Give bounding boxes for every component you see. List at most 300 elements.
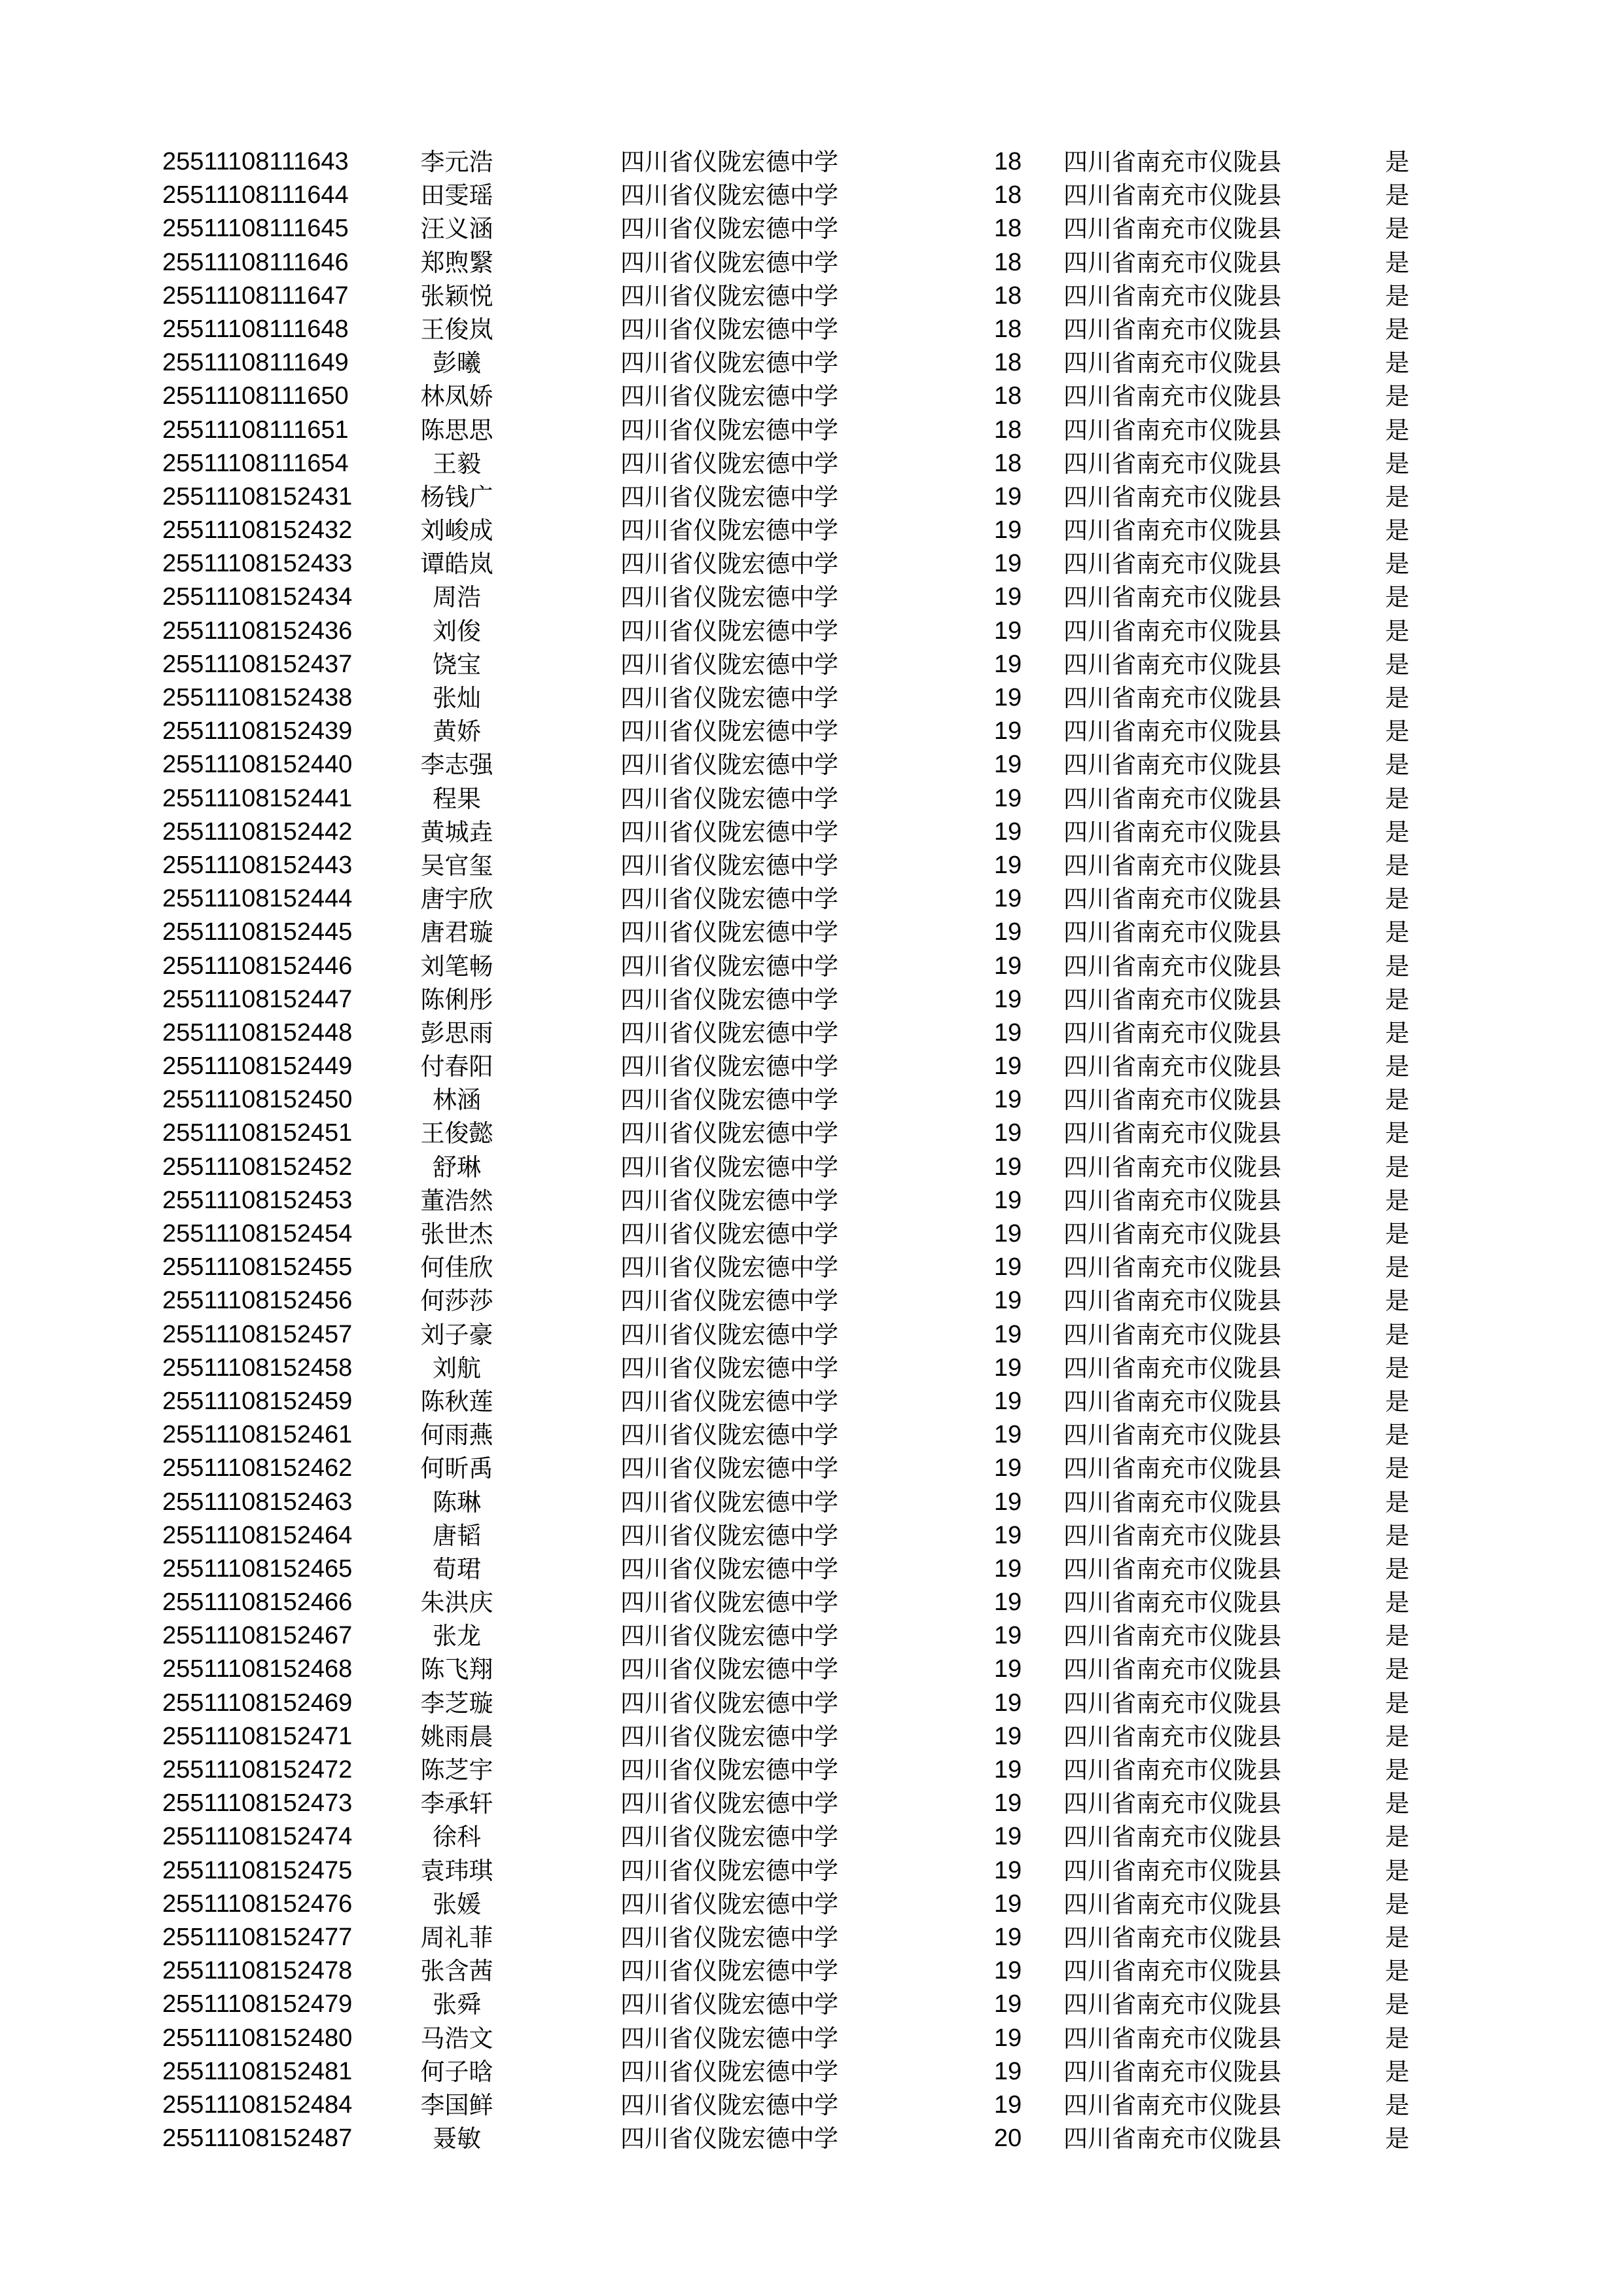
flag-cell: 是 [1385,885,1410,914]
student-name-cell: 徐科 [433,1823,481,1852]
student-name-cell: 陈芝宇 [420,1756,493,1784]
table-row [0,2055,1623,2089]
region-cell: 四川省南充市仪陇县 [1063,784,1281,813]
table-row [0,1385,1623,1418]
region-cell: 四川省南充市仪陇县 [1063,550,1281,579]
student-name-cell: 王毅 [433,449,481,478]
student-name-cell: 何佳欣 [420,1253,493,1282]
region-cell: 四川省南充市仪陇县 [1063,817,1281,846]
school-cell: 四川省仪陇宏德中学 [620,1789,838,1818]
region-cell: 四川省南充市仪陇县 [1063,1521,1281,1550]
exam-number-cell: 25511108152474 [162,1823,353,1851]
flag-cell: 是 [1385,1689,1410,1717]
exam-number-cell: 25511108152432 [162,516,353,545]
student-name-cell: 袁玮琪 [420,1856,493,1885]
school-cell: 四川省仪陇宏德中学 [620,482,838,511]
number-cell: 19 [993,1186,1022,1214]
region-cell: 四川省南充市仪陇县 [1063,1018,1281,1047]
flag-cell: 是 [1385,1220,1410,1248]
table-row [0,279,1623,313]
table-row [0,1988,1623,2021]
student-name-cell: 程果 [433,784,481,813]
table-row [0,983,1623,1016]
table-row [0,648,1623,681]
table-row [0,1753,1623,1787]
table-row [0,346,1623,380]
school-cell: 四川省仪陇宏德中学 [620,1689,838,1717]
exam-number-cell: 25511108111643 [162,148,349,175]
exam-number-cell: 25511108111647 [162,281,349,310]
table-row [0,1083,1623,1117]
exam-number-cell: 25511108152434 [162,583,353,611]
region-cell: 四川省南充市仪陇县 [1063,1689,1281,1717]
flag-cell: 是 [1385,2125,1410,2153]
flag-cell: 是 [1385,1454,1410,1483]
student-name-cell: 张含茜 [420,1957,493,1986]
number-cell: 19 [993,1722,1022,1750]
region-cell: 四川省南充市仪陇县 [1063,952,1281,980]
region-cell: 四川省南充市仪陇县 [1063,181,1281,210]
number-cell: 18 [993,215,1022,243]
table-row [0,1720,1623,1753]
table-row [0,1820,1623,1854]
number-cell: 18 [993,315,1022,343]
table-row [0,313,1623,346]
table-row [0,414,1623,447]
number-cell: 19 [993,550,1022,578]
exam-number-cell: 25511108152458 [162,1354,353,1382]
flag-cell: 是 [1385,349,1410,378]
number-cell: 19 [993,751,1022,779]
exam-number-cell: 25511108152480 [162,2024,353,2052]
region-cell: 四川省南充市仪陇县 [1063,851,1281,880]
flag-cell: 是 [1385,1387,1410,1416]
school-cell: 四川省仪陇宏德中学 [620,885,838,914]
table-row [0,782,1623,816]
region-cell: 四川省南充市仪陇县 [1063,1756,1281,1784]
exam-number-cell: 25511108111650 [162,382,349,410]
flag-cell: 是 [1385,1320,1410,1349]
flag-cell: 是 [1385,851,1410,880]
region-cell: 四川省南充市仪陇县 [1063,650,1281,679]
flag-cell: 是 [1385,650,1410,679]
school-cell: 四川省仪陇宏德中学 [620,1153,838,1181]
school-cell: 四川省仪陇宏德中学 [620,952,838,980]
exam-number-cell: 25511108111646 [162,248,349,276]
region-cell: 四川省南充市仪陇县 [1063,2125,1281,2153]
table-row [0,212,1623,245]
student-name-cell: 刘子豪 [420,1320,493,1349]
school-cell: 四川省仪陇宏德中学 [620,1554,838,1583]
exam-number-cell: 25511108152431 [162,482,353,511]
student-name-cell: 王俊懿 [420,1119,493,1148]
school-cell: 四川省仪陇宏德中学 [620,349,838,378]
exam-number-cell: 25511108111651 [162,416,349,444]
number-cell: 19 [993,851,1022,879]
region-cell: 四川省南充市仪陇县 [1063,1655,1281,1684]
exam-number-cell: 25511108152476 [162,1890,353,1918]
exam-number-cell: 25511108152484 [162,2090,353,2119]
region-cell: 四川省南充市仪陇县 [1063,1421,1281,1450]
table-row [0,2089,1623,2122]
table-row [0,916,1623,949]
table-row [0,1519,1623,1552]
number-cell: 19 [993,2024,1022,2052]
table-row [0,380,1623,413]
flag-cell: 是 [1385,1287,1410,1316]
number-cell: 19 [993,1287,1022,1315]
region-cell: 四川省南充市仪陇县 [1063,1823,1281,1852]
exam-number-cell: 25511108152440 [162,751,353,779]
flag-cell: 是 [1385,784,1410,813]
number-cell: 19 [993,1018,1022,1047]
school-cell: 四川省仪陇宏德中学 [620,1354,838,1382]
number-cell: 19 [993,1856,1022,1884]
student-name-cell: 董浩然 [420,1186,493,1215]
region-cell: 四川省南充市仪陇县 [1063,1923,1281,1952]
school-cell: 四川省仪陇宏德中学 [620,215,838,243]
school-cell: 四川省仪陇宏德中学 [620,416,838,444]
region-cell: 四川省南充市仪陇县 [1063,1119,1281,1148]
exam-number-cell: 25511108152436 [162,617,353,645]
school-cell: 四川省仪陇宏德中学 [620,1957,838,1986]
number-cell: 19 [993,684,1022,711]
student-name-cell: 何雨燕 [420,1421,493,1450]
region-cell: 四川省南充市仪陇县 [1063,1588,1281,1617]
flag-cell: 是 [1385,1119,1410,1148]
school-cell: 四川省仪陇宏德中学 [620,181,838,210]
student-name-cell: 李国鲜 [420,2090,493,2119]
exam-number-cell: 25511108152456 [162,1287,353,1315]
table-row [0,1787,1623,1820]
student-name-cell: 杨钱广 [420,482,493,511]
region-cell: 四川省南充市仪陇县 [1063,1354,1281,1382]
region-cell: 四川省南充市仪陇县 [1063,516,1281,545]
exam-number-cell: 25511108152473 [162,1789,353,1818]
student-name-cell: 周浩 [433,583,481,612]
exam-number-cell: 25511108152437 [162,650,353,678]
student-name-cell: 张舜 [433,1990,481,2019]
student-name-cell: 刘航 [433,1354,481,1382]
school-cell: 四川省仪陇宏德中学 [620,1890,838,1918]
school-cell: 四川省仪陇宏德中学 [620,1018,838,1047]
exam-number-cell: 25511108152449 [162,1052,353,1081]
school-cell: 四川省仪陇宏德中学 [620,1756,838,1784]
flag-cell: 是 [1385,1086,1410,1115]
number-cell: 19 [993,1454,1022,1482]
flag-cell: 是 [1385,516,1410,545]
school-cell: 四川省仪陇宏德中学 [620,751,838,780]
student-name-cell: 张媛 [433,1890,481,1918]
table-row [0,681,1623,715]
table-row [0,715,1623,748]
student-name-cell: 饶宝 [433,650,481,679]
number-cell: 18 [993,281,1022,310]
exam-number-cell: 25511108111645 [162,215,349,243]
school-cell: 四川省仪陇宏德中学 [620,1119,838,1148]
student-name-cell: 舒琳 [433,1153,481,1181]
school-cell: 四川省仪陇宏德中学 [620,248,838,277]
number-cell: 19 [993,1923,1022,1951]
exam-number-cell: 25511108152444 [162,885,353,913]
number-cell: 19 [993,918,1022,946]
school-cell: 四川省仪陇宏德中学 [620,1990,838,2019]
student-name-cell: 何莎莎 [420,1287,493,1316]
exam-number-cell: 25511108152464 [162,1521,353,1549]
number-cell: 18 [993,382,1022,410]
number-cell: 19 [993,516,1022,545]
school-cell: 四川省仪陇宏德中学 [620,1923,838,1952]
flag-cell: 是 [1385,817,1410,846]
exam-number-cell: 25511108152463 [162,1488,353,1516]
student-name-cell: 李承轩 [420,1789,493,1818]
exam-number-cell: 25511108152481 [162,2057,353,2085]
flag-cell: 是 [1385,315,1410,344]
student-name-cell: 彭曦 [433,349,481,378]
number-cell: 19 [993,1421,1022,1449]
exam-number-cell: 25511108152487 [162,2125,353,2153]
school-cell: 四川省仪陇宏德中学 [620,985,838,1014]
school-cell: 四川省仪陇宏德中学 [620,449,838,478]
school-cell: 四川省仪陇宏德中学 [620,617,838,645]
region-cell: 四川省南充市仪陇县 [1063,1253,1281,1282]
number-cell: 19 [993,617,1022,645]
flag-cell: 是 [1385,1856,1410,1885]
student-name-cell: 黄城垚 [420,817,493,846]
flag-cell: 是 [1385,382,1410,411]
student-name-cell: 唐宇欣 [420,885,493,914]
number-cell: 18 [993,416,1022,444]
school-cell: 四川省仪陇宏德中学 [620,918,838,947]
table-row [0,1117,1623,1150]
flag-cell: 是 [1385,952,1410,980]
flag-cell: 是 [1385,215,1410,243]
region-cell: 四川省南充市仪陇县 [1063,382,1281,411]
number-cell: 19 [993,1622,1022,1650]
school-cell: 四川省仪陇宏德中学 [620,684,838,712]
flag-cell: 是 [1385,1622,1410,1651]
number-cell: 18 [993,248,1022,276]
number-cell: 19 [993,717,1022,745]
student-name-cell: 李元浩 [420,148,493,176]
number-cell: 19 [993,985,1022,1013]
exam-number-cell: 25511108152453 [162,1186,353,1214]
student-name-cell: 郑煦繄 [420,248,493,277]
flag-cell: 是 [1385,1354,1410,1382]
region-cell: 四川省南充市仪陇县 [1063,1957,1281,1986]
student-name-cell: 陈飞翔 [420,1655,493,1684]
table-row [0,1954,1623,1988]
number-cell: 19 [993,1990,1022,2018]
exam-number-cell: 25511108152461 [162,1421,353,1449]
flag-cell: 是 [1385,1186,1410,1215]
student-name-cell: 汪义涵 [420,215,493,243]
number-cell: 19 [993,1220,1022,1247]
table-row [0,1184,1623,1217]
region-cell: 四川省南充市仪陇县 [1063,1220,1281,1248]
flag-cell: 是 [1385,1554,1410,1583]
flag-cell: 是 [1385,583,1410,612]
region-cell: 四川省南充市仪陇县 [1063,1488,1281,1516]
number-cell: 19 [993,1086,1022,1114]
number-cell: 19 [993,817,1022,846]
flag-cell: 是 [1385,1890,1410,1918]
exam-number-cell: 25511108152454 [162,1220,353,1247]
school-cell: 四川省仪陇宏德中学 [620,1655,838,1684]
number-cell: 19 [993,2090,1022,2119]
student-name-cell: 聂敏 [433,2125,481,2153]
flag-cell: 是 [1385,1153,1410,1181]
number-cell: 19 [993,1823,1022,1851]
number-cell: 19 [993,1488,1022,1516]
table-row [0,882,1623,916]
student-name-cell: 唐韬 [433,1521,481,1550]
table-row [0,1854,1623,1888]
table-row [0,547,1623,581]
exam-number-cell: 25511108152479 [162,1990,353,2018]
table-row [0,1151,1623,1184]
region-cell: 四川省南充市仪陇县 [1063,617,1281,645]
school-cell: 四川省仪陇宏德中学 [620,2057,838,2086]
number-cell: 19 [993,784,1022,812]
exam-number-cell: 25511108152472 [162,1756,353,1784]
student-name-cell: 陈秋莲 [420,1387,493,1416]
number-cell: 19 [993,1052,1022,1081]
number-cell: 19 [993,952,1022,980]
region-cell: 四川省南充市仪陇县 [1063,885,1281,914]
table-row [0,1486,1623,1519]
region-cell: 四川省南充市仪陇县 [1063,1789,1281,1818]
student-name-cell: 吴官玺 [420,851,493,880]
table-row [0,816,1623,849]
table-row [0,1687,1623,1720]
exam-number-cell: 25511108152478 [162,1957,353,1985]
region-cell: 四川省南充市仪陇县 [1063,1722,1281,1751]
flag-cell: 是 [1385,281,1410,310]
region-cell: 四川省南充市仪陇县 [1063,1052,1281,1081]
table-row [0,1552,1623,1586]
school-cell: 四川省仪陇宏德中学 [620,1320,838,1349]
flag-cell: 是 [1385,617,1410,645]
student-name-cell: 刘峻成 [420,516,493,545]
school-cell: 四川省仪陇宏德中学 [620,851,838,880]
number-cell: 18 [993,449,1022,477]
region-cell: 四川省南充市仪陇县 [1063,751,1281,780]
exam-number-cell: 25511108152438 [162,684,353,711]
exam-number-cell: 25511108152451 [162,1119,353,1147]
region-cell: 四川省南充市仪陇县 [1063,1622,1281,1651]
exam-number-cell: 25511108111649 [162,349,349,377]
number-cell: 19 [993,1119,1022,1147]
number-cell: 19 [993,1320,1022,1348]
table-row [0,246,1623,279]
student-name-cell: 陈思思 [420,416,493,444]
student-name-cell: 刘俊 [433,617,481,645]
table-row [0,581,1623,614]
exam-number-cell: 25511108152468 [162,1655,353,1683]
region-cell: 四川省南充市仪陇县 [1063,1554,1281,1583]
flag-cell: 是 [1385,2057,1410,2086]
student-name-cell: 彭思雨 [420,1018,493,1047]
number-cell: 19 [993,1756,1022,1784]
number-cell: 19 [993,1655,1022,1683]
flag-cell: 是 [1385,1253,1410,1282]
table-row [0,748,1623,781]
school-cell: 四川省仪陇宏德中学 [620,583,838,612]
flag-cell: 是 [1385,2024,1410,2053]
school-cell: 四川省仪陇宏德中学 [620,550,838,579]
school-cell: 四川省仪陇宏德中学 [620,1856,838,1885]
table-row [0,950,1623,983]
region-cell: 四川省南充市仪陇县 [1063,2024,1281,2053]
flag-cell: 是 [1385,684,1410,712]
number-cell: 19 [993,1253,1022,1282]
exam-number-cell: 25511108152442 [162,817,353,846]
student-name-cell: 周礼菲 [420,1923,493,1952]
student-name-cell: 陈琳 [433,1488,481,1516]
exam-number-cell: 25511108152455 [162,1253,353,1282]
school-cell: 四川省仪陇宏德中学 [620,1387,838,1416]
student-name-cell: 王俊岚 [420,315,493,344]
region-cell: 四川省南充市仪陇县 [1063,1320,1281,1349]
flag-cell: 是 [1385,1789,1410,1818]
student-name-cell: 刘笔畅 [420,952,493,980]
flag-cell: 是 [1385,1655,1410,1684]
region-cell: 四川省南充市仪陇县 [1063,717,1281,746]
school-cell: 四川省仪陇宏德中学 [620,2090,838,2119]
table-row [0,1418,1623,1452]
school-cell: 四川省仪陇宏德中学 [620,382,838,411]
number-cell: 19 [993,583,1022,611]
school-cell: 四川省仪陇宏德中学 [620,1086,838,1115]
region-cell: 四川省南充市仪陇县 [1063,1856,1281,1885]
table-row [0,1284,1623,1318]
flag-cell: 是 [1385,1588,1410,1617]
school-cell: 四川省仪陇宏德中学 [620,784,838,813]
student-name-cell: 黄娇 [433,717,481,746]
region-cell: 四川省南充市仪陇县 [1063,281,1281,310]
student-name-cell: 何子晗 [420,2057,493,2086]
region-cell: 四川省南充市仪陇县 [1063,1890,1281,1918]
table-row [0,615,1623,648]
school-cell: 四川省仪陇宏德中学 [620,1622,838,1651]
number-cell: 19 [993,1387,1022,1415]
student-name-cell: 付春阳 [420,1052,493,1081]
student-name-cell: 张龙 [433,1622,481,1651]
region-cell: 四川省南充市仪陇县 [1063,248,1281,277]
exam-number-cell: 25511108152462 [162,1454,353,1482]
exam-number-cell: 25511108152443 [162,851,353,879]
student-name-cell: 姚雨晨 [420,1722,493,1751]
table-row [0,1050,1623,1083]
exam-number-cell: 25511108152448 [162,1018,353,1047]
region-cell: 四川省南充市仪陇县 [1063,2057,1281,2086]
school-cell: 四川省仪陇宏德中学 [620,1421,838,1450]
flag-cell: 是 [1385,1823,1410,1852]
student-name-cell: 何昕禹 [420,1454,493,1483]
exam-number-cell: 25511108111654 [162,449,349,477]
roster-table [0,145,1623,2155]
student-name-cell: 唐君璇 [420,918,493,947]
flag-cell: 是 [1385,1990,1410,2019]
region-cell: 四川省南充市仪陇县 [1063,1990,1281,2019]
region-cell: 四川省南充市仪陇县 [1063,1387,1281,1416]
flag-cell: 是 [1385,248,1410,277]
exam-number-cell: 25511108152447 [162,985,353,1013]
school-cell: 四川省仪陇宏德中学 [620,1220,838,1248]
school-cell: 四川省仪陇宏德中学 [620,148,838,176]
student-name-cell: 田雯瑶 [420,181,493,210]
